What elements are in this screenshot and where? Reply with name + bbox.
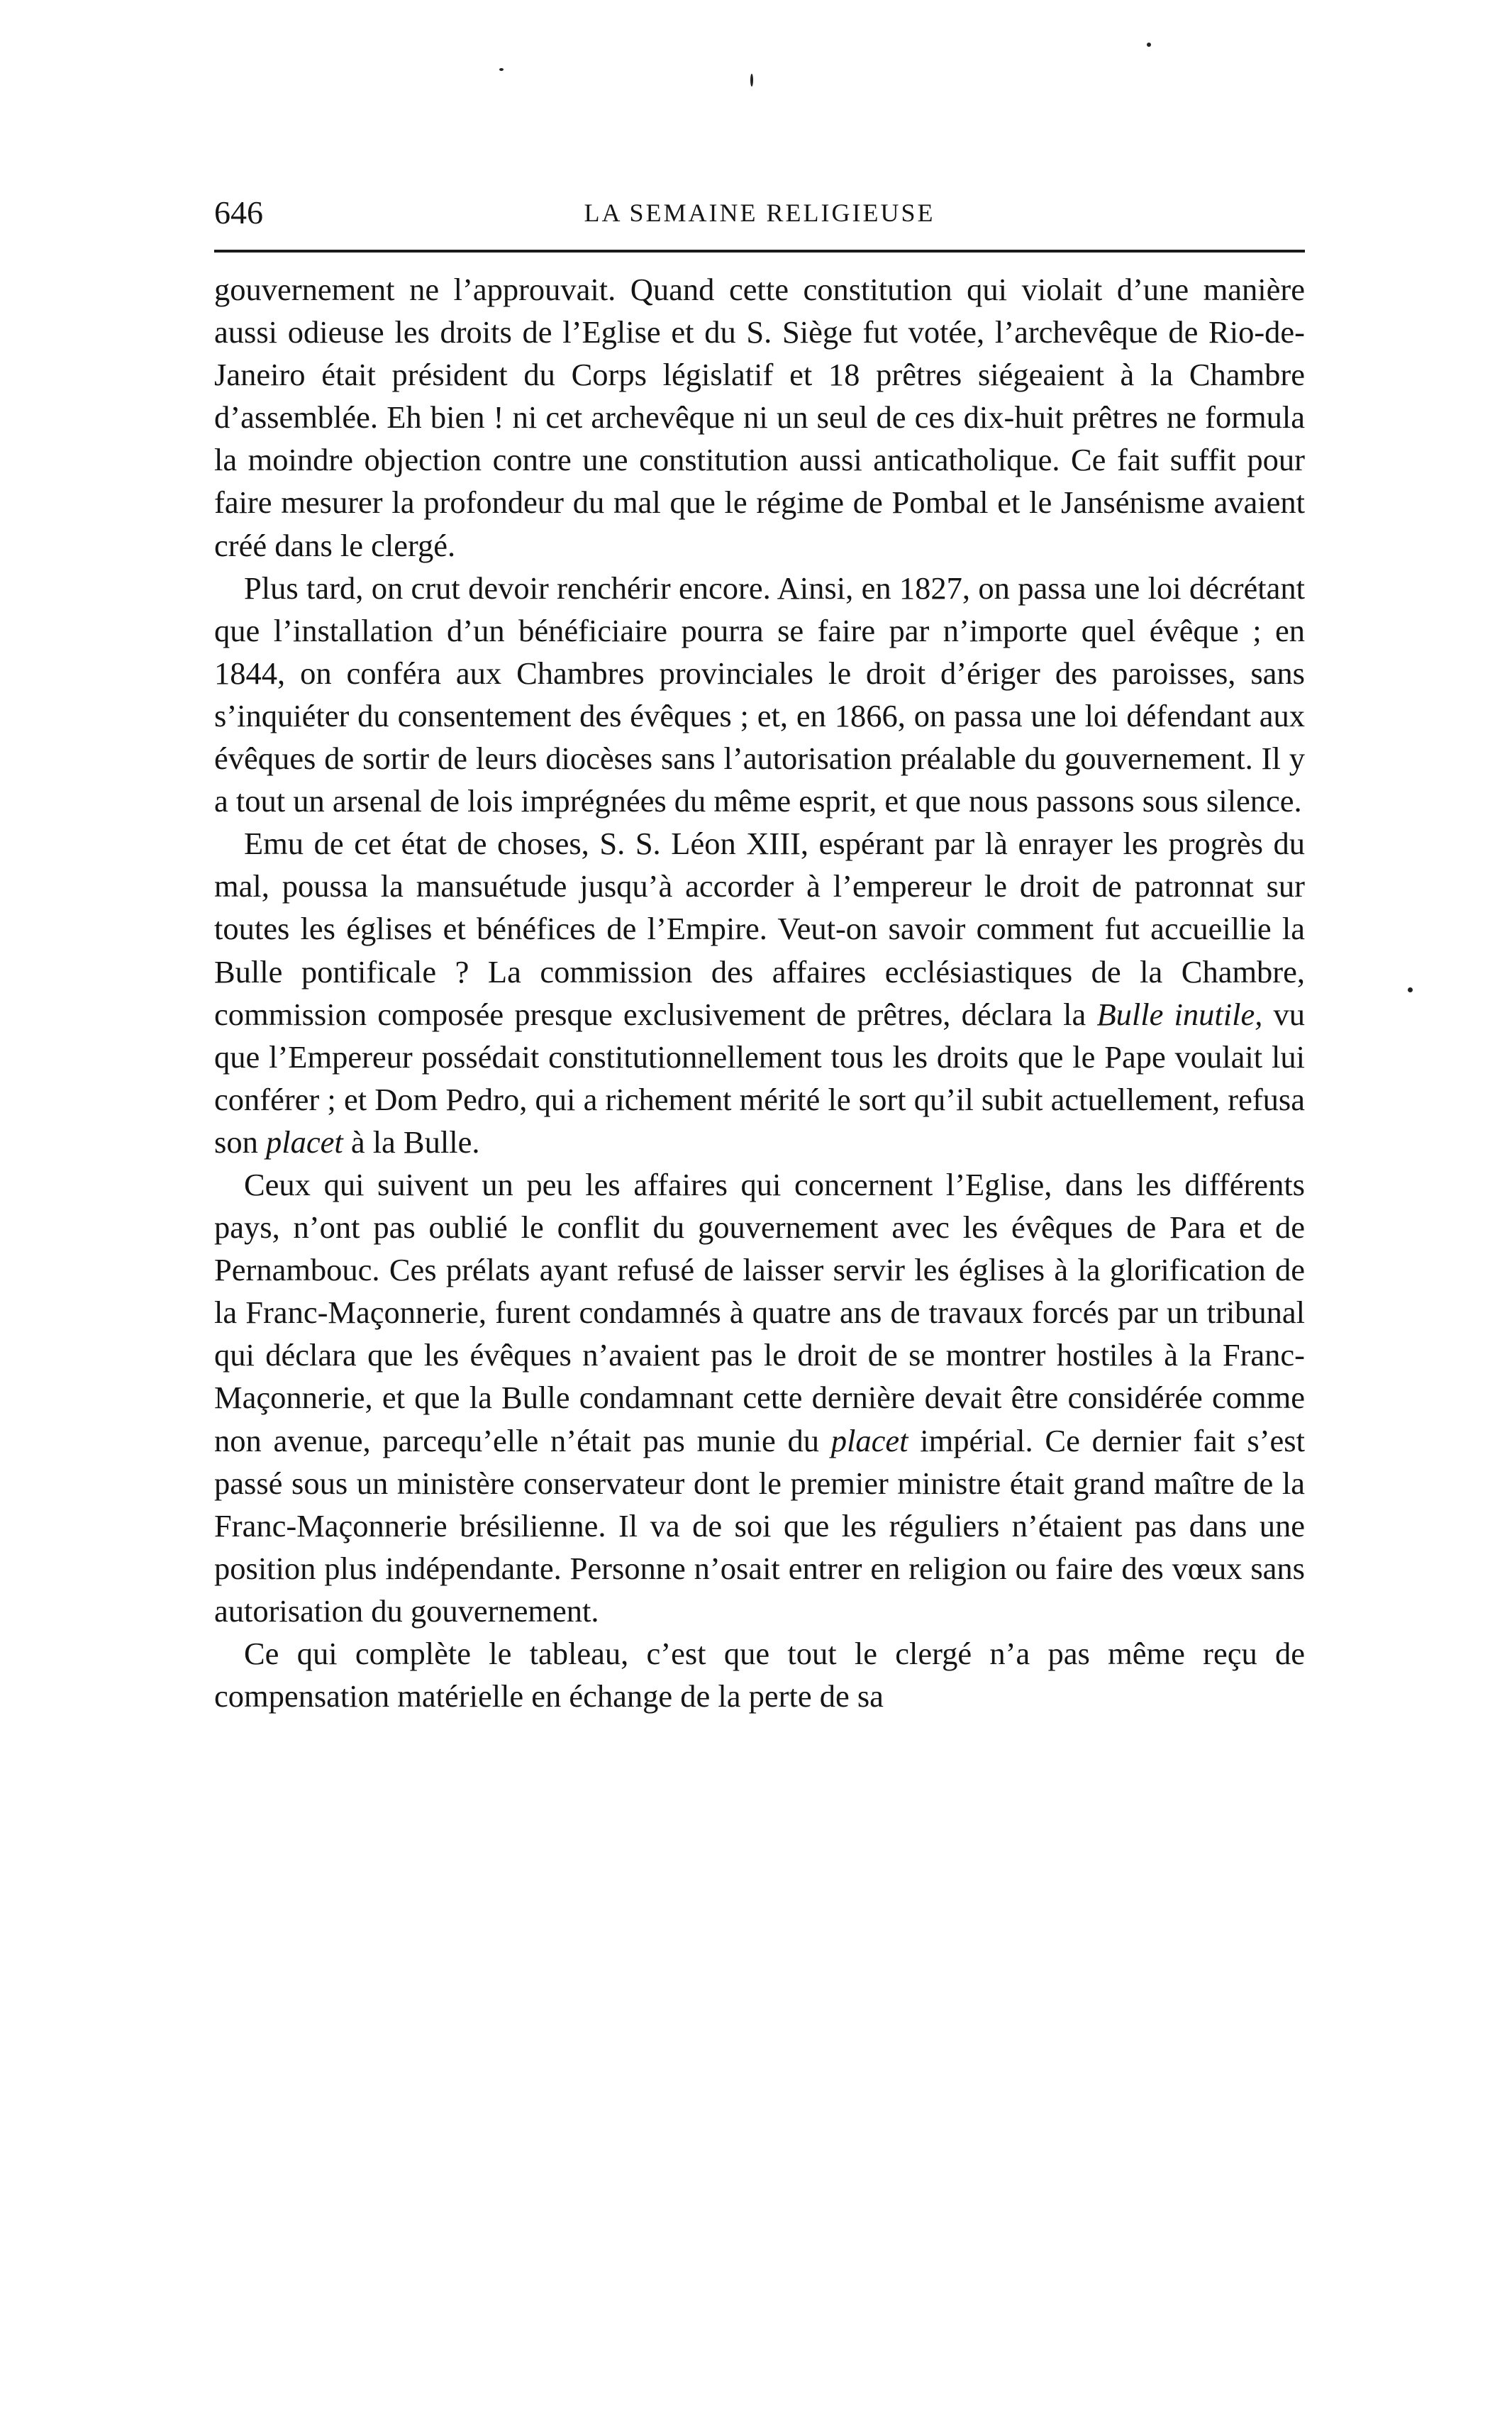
paragraph	[214, 268, 1305, 567]
ink-speck	[1408, 987, 1413, 992]
paragraph	[214, 1632, 1305, 1717]
running-head: LA SEMAINE RELIGIEUSE	[584, 199, 935, 227]
paragraph-text: Ceux qui suivent un peu les affaires qui concernent l’Eglise, dans les différents pays, n’ont pas oublié le conflit du gouvernement avec les évêques de Para et de Pernambouc. Ces prélats ayant refusé de laisser servir les églises à la glorification de la Franc-Maçonnerie, furent condamnés à quatre ans de travaux forcés par un tribunal qui déclara que les évêques n’avaient pas le droit de se montrer hostiles à la Franc-Maçonnerie, et que la Bulle condamnant cette dernière devait être considérée comme non avenue, parcequ’elle n’était pas munie du	[214, 1166, 1305, 1458]
paragraph	[214, 822, 1305, 1163]
page-header	[214, 192, 1305, 234]
body-text	[214, 268, 1305, 1717]
italic-text: placet	[265, 1124, 343, 1160]
italic-text: placet	[830, 1422, 908, 1458]
ink-speck	[499, 68, 504, 71]
header-rule	[214, 250, 1305, 253]
paragraph-text: à la Bulle.	[343, 1124, 480, 1160]
paragraph	[214, 567, 1305, 823]
paragraph-text: gouvernement ne l’approuvait. Quand cette constitution qui violait d’une manière aussi odieuse les droits de l’Eglise et du S. Siège fut votée, l’archevêque de Rio-de-Janeiro était président du Corps législatif et 18 prêtres siégeaient à la Chambre d’assemblée. Eh bien ! ni cet archevêque ni un seul de ces dix-huit prêtres ne formula la moindre objection contre une constitution aussi anticatholique. Ce fait suffit pour faire mesurer la profondeur du mal que le régime de Pombal et le Jansénisme avaient créé dans le clergé.	[214, 272, 1305, 563]
ink-speck	[1147, 43, 1151, 47]
paragraph-text: Emu de cet état de choses, S. S. Léon XIII, espérant par là enrayer les progrès du mal, poussa la mansuétude jusqu’à accorder à l’empereur le droit de patronnat sur toutes les églises et bénéfices de l’Empire. Veut-on savoir comment fut accueillie la Bulle pontificale ? La commission des affaires ecclésiastiques de la Chambre, commission composée presque exclusivement de prêtres, déclara la	[214, 826, 1305, 1032]
ink-speck	[750, 74, 753, 87]
paragraph-text: impérial. Ce dernier fait s’est passé sous un ministère conservateur dont le premier ministre était grand maître de la Franc-Maçonnerie brésilienne. Il va de soi que les réguliers n’étaient pas dans une position plus indépendante. Personne n’osait entrer en religion ou faire des vœux sans autorisation du gouvernement.	[214, 1422, 1305, 1629]
italic-text: Bulle inutile,	[1096, 996, 1263, 1032]
paragraph-text: Ce qui complète le tableau, c’est que tout le clergé n’a pas même reçu de compensation matérielle en échange de la perte de sa	[214, 1636, 1305, 1714]
paragraph-text: vu que l’Empereur possédait constitutionnellement tous les droits que le Pape voulait lui conférer ; et Dom Pedro, qui a richement mérité le sort qu’il subit actuellement, refusa son	[214, 996, 1305, 1160]
paragraph	[214, 1163, 1305, 1632]
paragraph-text: Plus tard, on crut devoir renchérir encore. Ainsi, en 1827, on passa une loi décrétant que l’installation d’un bénéficiaire pourra se faire par n’importe quel évêque ; en 1844, on conféra aux Chambres provinciales le droit d’ériger des paroisses, sans s’inquiéter du consentement des évêques ; et, en 1866, on passa une loi défendant aux évêques de sortir de leurs diocèses sans l’autorisation préalable du gouvernement. Il y a tout un arsenal de lois imprégnées du même esprit, et que nous passons sous silence.	[214, 570, 1305, 819]
page-number: 646	[214, 194, 263, 231]
